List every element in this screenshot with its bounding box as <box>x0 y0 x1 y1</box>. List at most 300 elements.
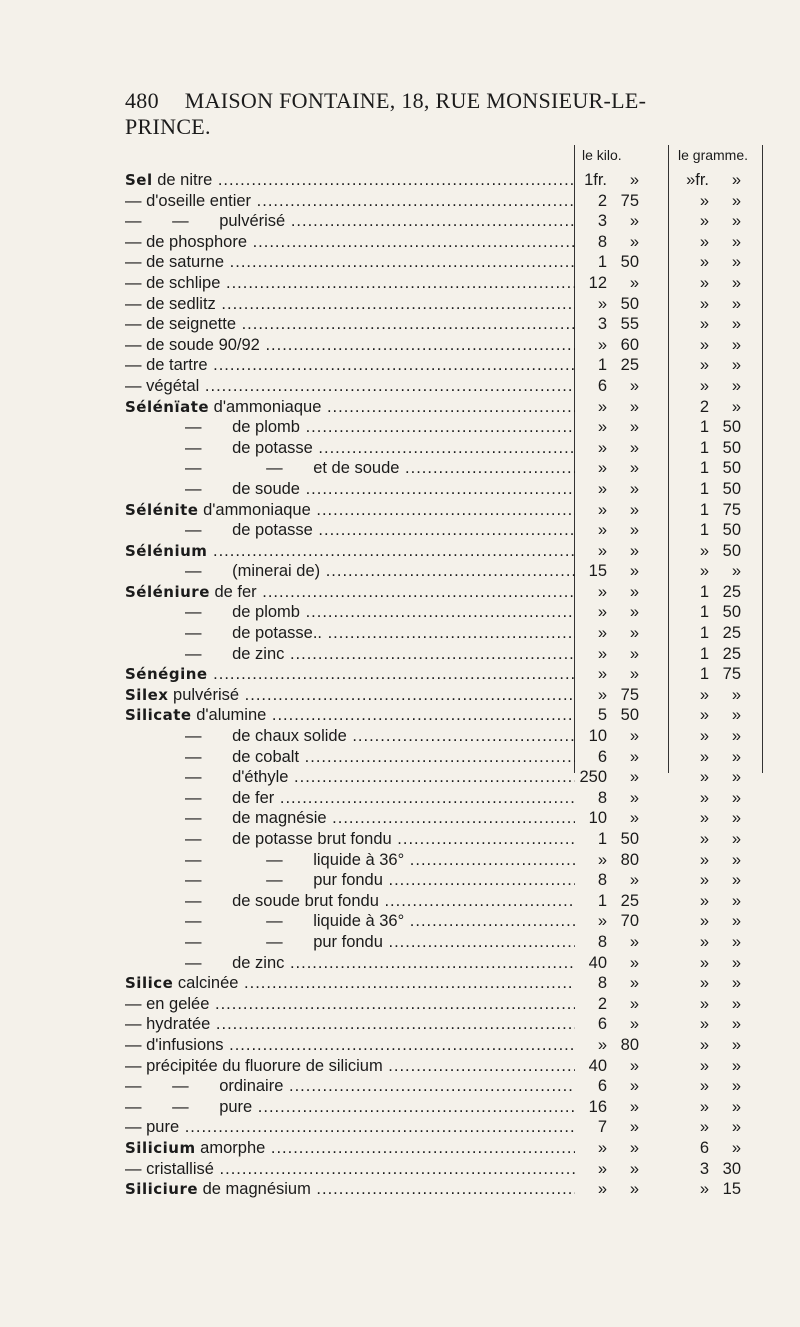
gramme-centimes-value: » <box>731 912 741 931</box>
list-item <box>125 705 765 726</box>
gramme-centimes-value: » <box>731 1097 741 1116</box>
list-item <box>125 417 765 438</box>
list-item <box>125 726 765 747</box>
kilo-centimes-value: » <box>629 521 639 540</box>
gramme-centimes-value: 50 <box>722 521 741 540</box>
gramme-francs-value: » <box>699 1077 709 1096</box>
kilo-centimes-value: » <box>629 665 639 684</box>
page-number: 480 <box>125 88 159 113</box>
gramme-centimes-value: » <box>731 727 741 746</box>
list-item <box>125 685 765 706</box>
list-item <box>125 1056 765 1077</box>
item-name <box>125 705 575 726</box>
gramme-francs-value: » <box>699 912 709 931</box>
list-item <box>125 314 765 335</box>
item-label: d'infusions <box>146 1035 224 1054</box>
list-item <box>125 520 765 541</box>
kilo-francs-value: 8 <box>597 932 607 951</box>
gramme-francs-value: » <box>699 953 709 972</box>
gramme-francs-value: » <box>699 994 709 1013</box>
list-item <box>125 438 765 459</box>
kilo-centimes-value: » <box>629 1077 639 1096</box>
kilo-centimes-value: » <box>629 768 639 787</box>
gramme-centimes-value: » <box>731 376 741 395</box>
gramme-centimes-value: » <box>731 685 741 704</box>
gramme-centimes-value: » <box>731 747 741 766</box>
item-label: amorphe <box>200 1138 266 1157</box>
kilo-francs-value: » <box>597 521 607 540</box>
list-item <box>125 376 765 397</box>
item-label: calcinée <box>177 974 239 993</box>
kilo-francs-value: » <box>597 335 607 354</box>
gramme-centimes-value: » <box>731 171 741 189</box>
item-label: de fer <box>214 582 257 601</box>
kilo-centimes-value: » <box>629 603 639 622</box>
list-item <box>125 747 765 768</box>
gramme-francs-value: 1 <box>699 500 709 519</box>
gramme-francs-value: » <box>699 212 709 231</box>
kilo-centimes-value: » <box>629 1015 639 1034</box>
kilo-centimes-value: 50 <box>620 253 639 272</box>
item-name: — de magnésie ..... <box>125 808 575 829</box>
item-name: — de zinc ..... <box>125 644 575 665</box>
item-label: d'éthyle <box>232 768 289 787</box>
kilo-centimes-value: » <box>629 953 639 972</box>
item-label: de seignette <box>146 315 236 334</box>
item-name: — précipitée du fluorure de silicium ..... <box>125 1056 575 1077</box>
kilo-francs-value: 1 <box>597 356 607 375</box>
list-item <box>125 911 765 932</box>
kilo-centimes-value: » <box>629 809 639 828</box>
item-name: — de potasse ..... <box>125 520 575 541</box>
item-name: — — liquide à 36° ..... <box>125 850 575 871</box>
list-item <box>125 973 765 994</box>
item-name: — de potasse brut fondu ..... <box>125 829 575 850</box>
item-label: ordinaire <box>219 1077 284 1096</box>
kilo-centimes-value: » <box>629 747 639 766</box>
kilo-centimes-value: 55 <box>620 315 639 334</box>
item-heading: Sénégine <box>125 665 208 684</box>
item-label: cristallisé <box>146 1159 214 1178</box>
kilo-centimes-value: 25 <box>620 356 639 375</box>
item-name: — — pulvérisé ..... <box>125 211 575 232</box>
kilo-centimes-value: » <box>629 932 639 951</box>
item-label: pure <box>146 1118 180 1137</box>
item-name: — de fer ..... <box>125 788 575 809</box>
list-item <box>125 623 765 644</box>
item-label: de magnésie <box>232 809 327 828</box>
gramme-centimes-value: » <box>731 850 741 869</box>
gramme-centimes-value: 25 <box>722 644 741 663</box>
gramme-francs-value: » <box>699 809 709 828</box>
column-header-kilo: le kilo. <box>582 147 622 163</box>
item-name: — de potasse.. ..... <box>125 623 575 644</box>
item-name: — — pur fondu ..... <box>125 932 575 953</box>
gramme-centimes-value: » <box>731 788 741 807</box>
kilo-centimes-value: » <box>629 273 639 292</box>
gramme-francs-value: 1 <box>699 665 709 684</box>
kilo-francs-value: 2 <box>597 191 607 210</box>
kilo-centimes-value: » <box>629 727 639 746</box>
list-item <box>125 1076 765 1097</box>
kilo-francs-value: » <box>597 624 607 643</box>
kilo-centimes-value: » <box>629 438 639 457</box>
list-item <box>125 355 765 376</box>
list-item <box>125 932 765 953</box>
gramme-francs-value: » <box>699 356 709 375</box>
item-label: de fer <box>232 788 275 807</box>
item-name: — cristallisé ..... <box>125 1159 575 1180</box>
gramme-centimes-value: » <box>731 1035 741 1054</box>
gramme-francs-value: » <box>699 891 709 910</box>
gramme-francs-value: » <box>699 932 709 951</box>
list-item <box>125 1159 765 1180</box>
item-heading: Sel <box>125 171 153 189</box>
kilo-centimes-value: » <box>629 1180 639 1199</box>
kilo-francs-value: 1 <box>597 830 607 848</box>
item-label: hydratée <box>146 1015 211 1034</box>
item-label: de zinc <box>232 953 285 972</box>
list-item <box>125 273 765 294</box>
list-item <box>125 211 765 232</box>
gramme-francs-value: » <box>699 273 709 292</box>
item-label: de zinc <box>232 644 285 663</box>
kilo-centimes-value: » <box>629 479 639 498</box>
item-name: — d'oseille entier ..... <box>125 191 575 212</box>
item-name: — de saturne ..... <box>125 252 575 273</box>
gramme-centimes-value: » <box>731 974 741 993</box>
gramme-francs-value: » <box>699 1056 709 1075</box>
item-name <box>125 170 575 191</box>
item-label: de nitre <box>157 171 213 189</box>
kilo-francs-value: 10 <box>588 809 607 828</box>
kilo-francs-value: » <box>597 500 607 519</box>
kilo-francs-value: » <box>597 912 607 931</box>
list-item <box>125 1097 765 1118</box>
item-label: pur fondu <box>313 871 383 890</box>
gramme-francs-value: 1 <box>699 438 709 457</box>
list-item <box>125 232 765 253</box>
item-heading: Silicate <box>125 706 192 725</box>
kilo-centimes-value: 80 <box>620 1035 639 1054</box>
list-item <box>125 294 765 315</box>
kilo-francs-value: » <box>597 418 607 437</box>
item-label: de magnésium <box>202 1180 311 1199</box>
item-label: d'ammoniaque <box>203 500 311 519</box>
item-name: — de chaux solide ..... <box>125 726 575 747</box>
item-name: — — liquide à 36° ..... <box>125 911 575 932</box>
list-item <box>125 252 765 273</box>
list-item <box>125 829 765 850</box>
gramme-centimes-value: » <box>731 1015 741 1034</box>
kilo-centimes-value: 50 <box>620 706 639 725</box>
gramme-centimes-value: » <box>731 253 741 272</box>
item-name <box>125 397 575 418</box>
item-label: de sedlitz <box>146 294 216 313</box>
gramme-centimes-value: » <box>731 1118 741 1137</box>
gramme-centimes-value: » <box>731 953 741 972</box>
kilo-centimes-value: » <box>629 1097 639 1116</box>
kilo-francs-value: » <box>597 685 607 704</box>
gramme-centimes-value: 50 <box>722 459 741 478</box>
kilo-francs-value: 8 <box>597 871 607 890</box>
kilo-centimes-value: » <box>629 418 639 437</box>
item-label: d'ammoniaque <box>213 397 322 416</box>
kilo-centimes-value: » <box>629 232 639 251</box>
gramme-francs-value: » <box>699 685 709 704</box>
kilo-francs-value: 8 <box>597 232 607 251</box>
kilo-francs-value: 6 <box>597 1077 607 1096</box>
gramme-francs-value: 6 <box>699 1138 709 1157</box>
kilo-centimes-value: » <box>629 1118 639 1137</box>
kilo-francs-value: 7 <box>597 1118 607 1137</box>
kilo-francs-value: » <box>597 665 607 684</box>
gramme-francs-value: » <box>699 1097 709 1116</box>
gramme-centimes-value: 75 <box>722 665 741 684</box>
page-header <box>125 88 725 140</box>
list-item <box>125 500 765 521</box>
gramme-francs-value: » <box>699 850 709 869</box>
gramme-centimes-value: » <box>731 191 741 210</box>
gramme-francs-value: 1 <box>699 479 709 498</box>
kilo-francs-value: » <box>597 541 607 560</box>
kilo-centimes-value: 75 <box>620 191 639 210</box>
kilo-francs-value: 2 <box>597 994 607 1013</box>
gramme-francs-value: 1 <box>699 459 709 478</box>
kilo-francs-value: » <box>597 479 607 498</box>
item-name <box>125 500 575 521</box>
kilo-centimes-value: » <box>629 644 639 663</box>
gramme-francs-value: » <box>699 768 709 787</box>
item-label: de potasse brut fondu <box>232 830 392 848</box>
gramme-centimes-value: » <box>731 706 741 725</box>
item-name: — — ordinaire ..... <box>125 1076 575 1097</box>
gramme-francs-value: » <box>699 376 709 395</box>
kilo-centimes-value: » <box>629 582 639 601</box>
item-name: — de soude brut fondu ..... <box>125 891 575 912</box>
kilo-francs-value: 40 <box>588 953 607 972</box>
gramme-francs-value: » <box>699 232 709 251</box>
gramme-francs-value: » <box>699 830 709 848</box>
list-item <box>125 994 765 1015</box>
kilo-francs-value: » <box>597 459 607 478</box>
item-name <box>125 541 575 562</box>
page-title: MAISON FONTAINE, 18, RUE MONSIEUR-LE-PRINCE. <box>125 88 647 139</box>
item-label: de plomb <box>232 418 300 437</box>
gramme-francs-value: 1 <box>699 644 709 663</box>
item-name: — — pur fondu ..... <box>125 870 575 891</box>
list-item <box>125 1138 765 1159</box>
gramme-centimes-value: » <box>731 1138 741 1157</box>
kilo-centimes-value: 50 <box>620 830 639 848</box>
kilo-centimes-value: 75 <box>620 685 639 704</box>
kilo-centimes-value: 25 <box>620 891 639 910</box>
gramme-francs-value: 2 <box>699 397 709 416</box>
kilo-francs-value: » <box>597 1138 607 1157</box>
item-name: — de sedlitz ..... <box>125 294 575 315</box>
kilo-francs-value: » <box>597 1159 607 1178</box>
item-name: — hydratée ..... <box>125 1014 575 1035</box>
item-name <box>125 973 575 994</box>
kilo-centimes-value: » <box>629 1159 639 1178</box>
item-name: — de soude ..... <box>125 479 575 500</box>
item-name: — végétal ..... <box>125 376 575 397</box>
kilo-francs-value: 15 <box>588 562 607 581</box>
gramme-francs-value: » <box>699 706 709 725</box>
gramme-centimes-value: 15 <box>722 1180 741 1199</box>
gramme-centimes-value: 25 <box>722 582 741 601</box>
item-label: de potasse <box>232 438 313 457</box>
kilo-centimes-value: » <box>629 562 639 581</box>
gramme-centimes-value: » <box>731 830 741 848</box>
kilo-francs-value: » <box>597 1180 607 1199</box>
list-item <box>125 1035 765 1056</box>
list-item <box>125 541 765 562</box>
kilo-francs-value: 12 <box>588 273 607 292</box>
item-heading: Sélénium <box>125 541 208 560</box>
gramme-centimes-value: » <box>731 212 741 231</box>
item-label: de schlipe <box>146 273 221 292</box>
gramme-centimes-value: » <box>731 809 741 828</box>
gramme-centimes-value: » <box>731 932 741 951</box>
kilo-francs-value: 3 <box>597 212 607 231</box>
item-name: — d'éthyle ..... <box>125 767 575 788</box>
item-label: de potasse <box>232 521 313 540</box>
kilo-centimes-value: » <box>629 1138 639 1157</box>
kilo-centimes-value: » <box>629 1056 639 1075</box>
list-item <box>125 582 765 603</box>
kilo-francs-value: » <box>597 438 607 457</box>
item-label: de potasse.. <box>232 624 322 643</box>
kilo-francs-value: » <box>597 603 607 622</box>
gramme-francs-value: » <box>699 1015 709 1034</box>
gramme-centimes-value: » <box>731 273 741 292</box>
gramme-centimes-value: » <box>731 356 741 375</box>
item-label: d'oseille entier <box>146 191 252 210</box>
item-name: — de schlipe ..... <box>125 273 575 294</box>
kilo-francs-value: 16 <box>588 1097 607 1116</box>
item-name <box>125 1138 575 1159</box>
gramme-francs-value: »fr. <box>686 171 709 189</box>
item-name: — de potasse ..... <box>125 438 575 459</box>
column-header-gramme: le gramme. <box>678 147 749 163</box>
list-item <box>125 1179 765 1200</box>
item-label: de cobalt <box>232 747 300 766</box>
gramme-centimes-value: » <box>731 891 741 910</box>
list-item <box>125 479 765 500</box>
gramme-francs-value: » <box>699 253 709 272</box>
gramme-centimes-value: 30 <box>722 1159 741 1178</box>
list-item <box>125 953 765 974</box>
list-item <box>125 561 765 582</box>
kilo-centimes-value: 50 <box>620 294 639 313</box>
item-name: — de soude 90/92 ..... <box>125 335 575 356</box>
kilo-centimes-value: » <box>629 500 639 519</box>
gramme-francs-value: 1 <box>699 418 709 437</box>
item-name: — — et de soude ..... <box>125 458 575 479</box>
kilo-francs-value: » <box>597 644 607 663</box>
item-label: en gelée <box>146 994 210 1013</box>
list-item <box>125 191 765 212</box>
gramme-centimes-value: 50 <box>722 603 741 622</box>
item-name <box>125 664 575 685</box>
kilo-francs-value: » <box>597 397 607 416</box>
item-label: de chaux solide <box>232 727 347 746</box>
gramme-centimes-value: 50 <box>722 541 741 560</box>
kilo-francs-value: 5 <box>597 706 607 725</box>
item-label: de soude 90/92 <box>146 335 260 354</box>
item-name <box>125 685 575 706</box>
list-item <box>125 644 765 665</box>
item-name: — de cobalt ..... <box>125 747 575 768</box>
list-item <box>125 808 765 829</box>
list-item <box>125 850 765 871</box>
list-item <box>125 1014 765 1035</box>
gramme-centimes-value: » <box>731 1077 741 1096</box>
list-item <box>125 767 765 788</box>
kilo-centimes-value: » <box>629 994 639 1013</box>
item-heading: Silicium <box>125 1138 196 1157</box>
gramme-francs-value: » <box>699 1180 709 1199</box>
kilo-francs-value: 3 <box>597 315 607 334</box>
item-label: de saturne <box>146 253 225 272</box>
item-label: de soude brut fondu <box>232 891 379 910</box>
item-name: — — pure ..... <box>125 1097 575 1118</box>
kilo-centimes-value: » <box>629 376 639 395</box>
item-name <box>125 582 575 603</box>
gramme-centimes-value: 75 <box>722 500 741 519</box>
kilo-francs-value: » <box>597 850 607 869</box>
item-label: liquide à 36° <box>313 850 405 869</box>
item-heading: Siliciure <box>125 1180 199 1199</box>
kilo-centimes-value: 60 <box>620 335 639 354</box>
gramme-francs-value: 3 <box>699 1159 709 1178</box>
gramme-centimes-value: » <box>731 315 741 334</box>
gramme-centimes-value: 25 <box>722 624 741 643</box>
gramme-francs-value: 1 <box>699 582 709 601</box>
kilo-francs-value: 1 <box>597 253 607 272</box>
item-name: — de plomb ..... <box>125 602 575 623</box>
list-item <box>125 788 765 809</box>
item-name: — de tartre ..... <box>125 355 575 376</box>
gramme-francs-value: 1 <box>699 624 709 643</box>
kilo-centimes-value: » <box>629 171 639 189</box>
list-item <box>125 170 765 191</box>
item-heading: Sélénïate <box>125 397 210 416</box>
gramme-francs-value: » <box>699 562 709 581</box>
gramme-francs-value: » <box>699 747 709 766</box>
kilo-francs-value: » <box>597 294 607 313</box>
kilo-centimes-value: » <box>629 459 639 478</box>
item-name: — de seignette ..... <box>125 314 575 335</box>
kilo-francs-value: 250 <box>579 768 607 787</box>
kilo-centimes-value: » <box>629 624 639 643</box>
kilo-centimes-value: » <box>629 541 639 560</box>
list-item <box>125 397 765 418</box>
gramme-francs-value: » <box>699 974 709 993</box>
kilo-francs-value: 6 <box>597 376 607 395</box>
gramme-centimes-value: » <box>731 994 741 1013</box>
item-heading: Sélénite <box>125 500 199 519</box>
kilo-francs-value: 8 <box>597 788 607 807</box>
item-label: pulvérisé <box>219 212 286 231</box>
item-label: de soude <box>232 479 300 498</box>
item-label: pulvérisé <box>173 685 240 704</box>
item-name: — de phosphore ..... <box>125 232 575 253</box>
gramme-francs-value: » <box>699 191 709 210</box>
item-label: et de soude <box>313 459 400 478</box>
item-heading: Séléniure <box>125 582 210 601</box>
